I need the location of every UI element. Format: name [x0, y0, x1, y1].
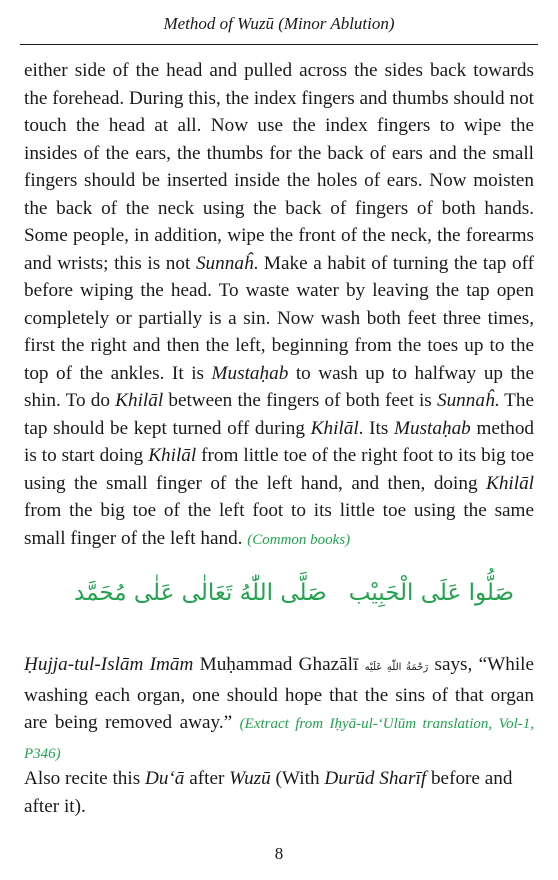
term-khilal: Khilāl — [310, 417, 359, 439]
text-segment: (With — [270, 768, 325, 789]
reference-citation: (Common books) — [247, 531, 351, 548]
text-segment: . The tap should be kept turned off during — [24, 390, 535, 439]
text-segment: after — [184, 768, 230, 789]
term-sunnah: Sunnaĥ — [195, 252, 254, 274]
arabic-salawat-response: صَلَّى اللّٰهُ تَعَالٰى عَلٰى مُحَمَّد — [74, 580, 327, 606]
paragraph-ghazali-quote — [24, 651, 534, 768]
name-title: Ḥujja-tul-Islām Imām — [24, 654, 194, 675]
text-segment: from the big toe of the left foot to its little toe using the same small finger of the left hand. — [24, 500, 534, 549]
arabic-honorific: رَحْمَةُ اللّٰهِ عَلَيْه — [364, 662, 429, 673]
arabic-salawat-call: صَلُّوا عَلَى الْحَبِيْب — [348, 580, 514, 606]
quote-text: says, “While washing each organ, one should hope that the sins of that organ are being removed away.” — [24, 654, 534, 733]
paragraph-wudu-method — [24, 57, 534, 554]
page-number: 8 — [274, 844, 284, 863]
term-khilal: Khilāl — [148, 445, 197, 466]
term-sunnah: Sunnaĥ — [436, 390, 495, 411]
term-khilal: Khilāl — [115, 390, 164, 411]
text-segment: between the fingers of both feet is — [163, 390, 437, 411]
text-segment: from little toe of the right foot to its big toe using the small finger of the left hand, and then, doing — [24, 445, 534, 494]
running-header: Method of Wuzū (Minor Ablution) — [163, 14, 395, 33]
text-segment: . Make a habit of turning the tap off before wiping the head. To waste water by leaving the tap open completely or partially is a sin. Now wash both feet three times, first the right and then the left, beginning from the toes up to the top of the ankles. It is — [24, 252, 535, 384]
term-mustahab: Mustaḥab — [211, 362, 289, 384]
term-mustahab: Mustaḥab — [394, 417, 471, 439]
name-text: Muḥammad Ghazālī — [193, 654, 365, 675]
salawat-row — [24, 580, 534, 630]
text-segment: method is to start doing — [24, 417, 535, 466]
reference-citation: (Extract from Iḥyā-ul-‘Ulūm translation, Vol-1, P346) — [24, 716, 534, 762]
text-segment: to wash up to halfway up the shin. To do — [24, 362, 534, 411]
header-rule — [20, 44, 538, 45]
text-segment: . Its — [358, 417, 395, 439]
text-segment: either side of the head and pulled across the sides back towards the forehead. During this, the index fingers and thumbs should not touch the head at all. Now use the index fingers to wipe the insides of the ears, the thumbs for the back of ears and the small fingers should be inserted inside the holes of ears. Now moisten the back of the neck using the back of fingers of both hands. Some people, in addition, wipe the front of the neck, the forearms and wrists; this is not — [24, 60, 534, 274]
term-durud-sharif: Durūd Sharīf — [324, 768, 427, 789]
term-khilal: Khilāl — [486, 472, 534, 494]
paragraph-dua-instruction — [24, 765, 534, 820]
term-dua: Du‘ā — [144, 768, 185, 789]
text-segment: Also recite this — [24, 768, 145, 789]
text-segment: before and after it). — [24, 768, 513, 817]
term-wuzu: Wuzū — [229, 768, 271, 789]
